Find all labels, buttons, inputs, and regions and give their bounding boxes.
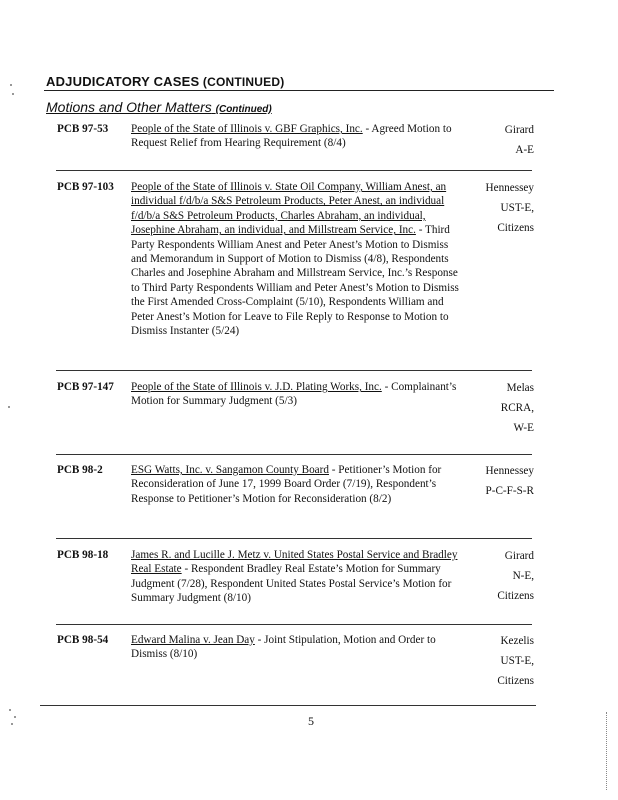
separator xyxy=(56,538,532,539)
scan-speck xyxy=(10,84,12,86)
scan-speck xyxy=(9,709,11,711)
case-title: James R. and Lucille J. Metz v. United States Postal Service and Bradley Real Estate xyxy=(131,549,458,576)
judge-line: Citizens xyxy=(497,222,534,234)
judge-line: Kezelis xyxy=(500,635,534,647)
case-text: - Third Party Respondents William Anest and Peter Anest’s Motion to Dismiss and Memorandum in Support of Motion to Dismiss (4/8), Respondents Charles and Josephine Abraham and Millstream Service, Inc.’s Response to Third Party Respondents William and Peter Anest’s Motion to Dismiss the First Amended Cross-Complaint (5/10), Respondents William and Peter Anest’s Motion for Leave to File Reply to Response to Motion to Dismiss Instanter (5/24) xyxy=(131,224,459,338)
subsection-title: Motions and Other Matters xyxy=(46,99,212,115)
case-text: - Complainant’s Motion for Summary Judgment (5/3) xyxy=(131,381,457,408)
case-title: People of the State of Illinois v. State Oil Company, William Anest, an individual f/d/b/a S&S Petroleum Products, Peter Anest, an individual f/d/b/a S&S Petroleum Products, Charles Abraham, an individual, Josephine Abraham, an individual, and Millstream Service, Inc. xyxy=(131,181,447,237)
case-judge xyxy=(470,461,534,501)
case-text: - Respondent Bradley Real Estate’s Motion for Summary Judgment (7/28), Respondent United States Postal Service’s Motion for Summary Judgment (8/10) xyxy=(131,563,452,605)
case-description xyxy=(131,122,465,151)
case-judge xyxy=(470,631,534,691)
footer-rule xyxy=(40,705,536,706)
judge-line: Girard xyxy=(504,124,534,136)
judge-line: Girard xyxy=(504,550,534,562)
case-judge xyxy=(470,178,534,238)
case-description xyxy=(131,633,465,662)
case-number: PCB 98-18 xyxy=(57,549,109,561)
separator xyxy=(56,624,532,625)
section-heading xyxy=(46,74,284,89)
section-heading-word-1: ADJUDICATORY xyxy=(46,74,151,89)
judge-line: UST-E, xyxy=(500,202,534,214)
case-number: PCB 97-103 xyxy=(57,181,114,193)
judge-line: A-E xyxy=(515,144,534,156)
judge-line: Citizens xyxy=(497,590,534,602)
judge-line: W-E xyxy=(513,422,534,434)
case-description xyxy=(131,380,465,409)
separator xyxy=(56,170,532,171)
judge-line: P-C-F-S-R xyxy=(485,485,534,497)
case-number: PCB 98-2 xyxy=(57,464,103,476)
judge-line: RCRA, xyxy=(500,402,534,414)
case-title: ESG Watts, Inc. v. Sangamon County Board xyxy=(131,464,329,476)
case-number: PCB 97-147 xyxy=(57,381,114,393)
case-title: People of the State of Illinois v. GBF Graphics, Inc. xyxy=(131,123,363,135)
case-judge xyxy=(470,378,534,438)
case-number: PCB 98-54 xyxy=(57,634,109,646)
judge-line: Citizens xyxy=(497,675,534,687)
case-number: PCB 97-53 xyxy=(57,123,109,135)
scan-speck xyxy=(11,723,13,725)
scan-speck xyxy=(12,93,14,95)
judge-line: Melas xyxy=(506,382,534,394)
scan-edge-line xyxy=(606,712,607,790)
scan-speck xyxy=(8,406,10,408)
heading-rule xyxy=(44,90,554,91)
case-description xyxy=(131,548,465,606)
separator xyxy=(56,454,532,455)
case-title: People of the State of Illinois v. J.D. Plating Works, Inc. xyxy=(131,381,382,393)
case-judge xyxy=(470,120,534,160)
judge-line: UST-E, xyxy=(500,655,534,667)
subsection-heading xyxy=(46,99,272,115)
case-judge xyxy=(470,546,534,606)
judge-line: N-E, xyxy=(512,570,534,582)
separator xyxy=(56,370,532,371)
scan-speck xyxy=(14,716,16,718)
case-description xyxy=(131,463,465,506)
section-heading-continued: (CONTINUED) xyxy=(202,75,285,89)
case-text: - Agreed Motion to Request Relief from Hearing Requirement (8/4) xyxy=(131,123,452,150)
page-number: 5 xyxy=(308,714,314,728)
case-title: Edward Malina v. Jean Day xyxy=(131,634,255,646)
section-heading-word-2: CASES xyxy=(153,74,200,89)
case-text: - Petitioner’s Motion for Reconsideration of June 17, 1999 Board Order (7/19), Respondent’s Response to Petitioner’s Motion for Reconsideration (8/2) xyxy=(131,464,442,505)
case-text: - Joint Stipulation, Motion and Order to Dismiss (8/10) xyxy=(131,634,436,661)
judge-line: Hennessey xyxy=(485,465,534,477)
subsection-continued: (Continued) xyxy=(215,104,272,115)
judge-line: Hennessey xyxy=(485,182,534,194)
case-description xyxy=(131,180,465,338)
